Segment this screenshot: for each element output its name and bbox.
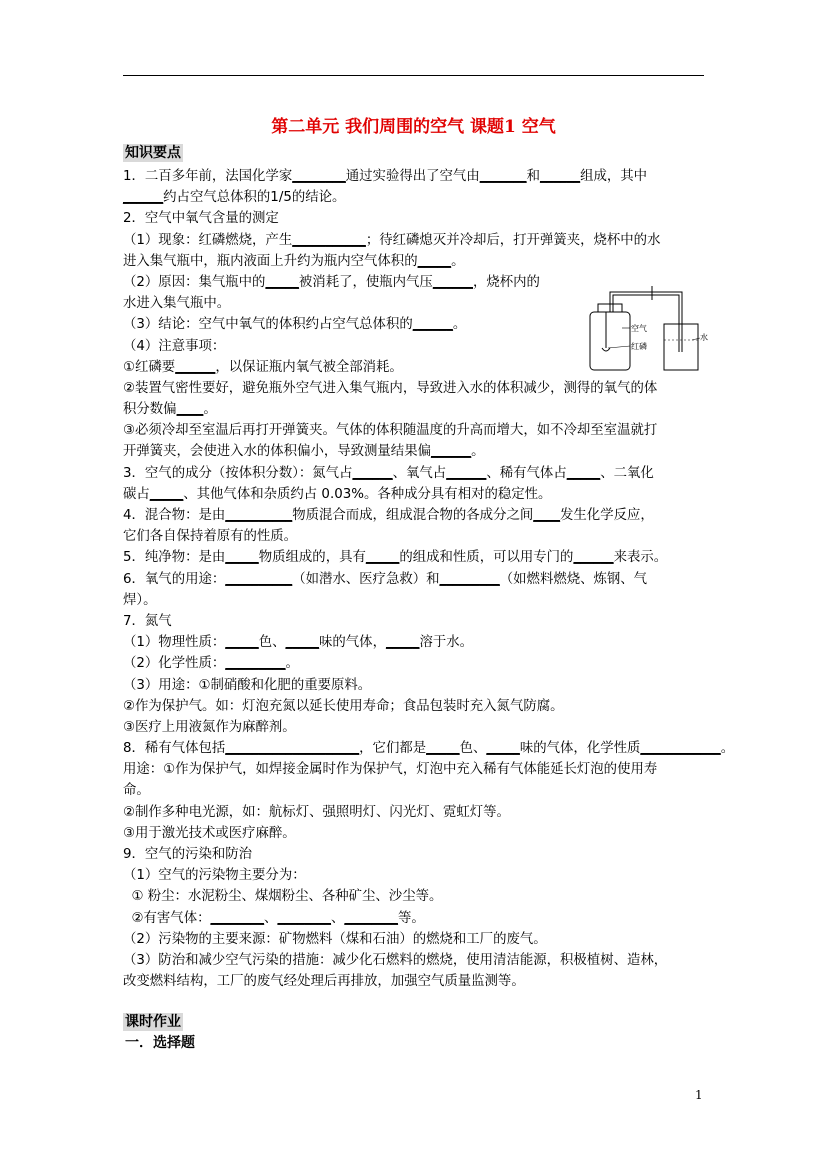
fill-in-blank[interactable]: ____________________ xyxy=(225,741,360,757)
fill-in-blank[interactable]: _____ xyxy=(225,550,259,566)
text-line xyxy=(123,823,723,844)
text-line xyxy=(123,738,735,759)
fill-in-blank[interactable]: ______ xyxy=(175,359,216,375)
text-line xyxy=(123,611,723,632)
header-rule xyxy=(123,75,704,76)
fill-in-blank[interactable]: _____ xyxy=(365,550,400,566)
line-text: 。 xyxy=(720,741,735,757)
line-text: （2）原因：集气瓶中的 xyxy=(123,274,266,290)
fill-in-blank[interactable]: ________ xyxy=(277,910,331,926)
line-text: （2）污染物的主要来源：矿物燃料（煤和石油）的燃烧和工厂的废气。 xyxy=(123,931,547,947)
line-text: 8．稀有气体包括 xyxy=(123,741,226,757)
text-line xyxy=(123,526,723,547)
line-text: 物质组成的，具有 xyxy=(258,550,366,566)
fill-in-blank[interactable]: ____ xyxy=(533,508,561,523)
line-text: ②有害气体： xyxy=(123,910,211,926)
line-text: （2）化学性质： xyxy=(123,656,226,672)
fill-in-blank[interactable]: _____ xyxy=(225,635,259,651)
line-text: （1）现象：红磷燃烧，产生 xyxy=(123,232,293,248)
line-text: （3）结论：空气中氧气的体积约占空气总体积的 xyxy=(123,317,413,333)
line-text: （4）注意事项： xyxy=(123,338,226,354)
line-text: （如燃料燃烧、炼钢、气 xyxy=(499,571,648,587)
fill-in-blank[interactable]: _____ xyxy=(417,253,452,269)
text-line xyxy=(123,441,723,462)
figure-label-water: 水 xyxy=(700,333,708,342)
line-text: 改变燃料结构，工厂的废气经处理后再排放，加强空气质量监测等。 xyxy=(123,974,525,990)
fill-in-blank[interactable]: _______ xyxy=(479,169,527,184)
line-text: 、其他气体和杂质约占 0.03%。各种成分具有相对的稳定性。 xyxy=(183,486,552,502)
line-text: 。 xyxy=(452,317,467,333)
figure-label-air: 空气 xyxy=(631,324,647,333)
line-text: 5．纯净物：是由 xyxy=(123,550,226,566)
line-text: 被消耗了，使瓶内气压 xyxy=(298,274,433,290)
line-text: 组成，其中 xyxy=(580,169,648,184)
fill-in-blank[interactable]: ______ xyxy=(573,550,614,566)
text-line xyxy=(123,950,723,971)
text-line xyxy=(123,378,723,399)
line-text: ③必须冷却至室温后再打开弹簧夹。气体的体积随温度的升高而增大，如不冷却至室温就打 xyxy=(123,423,658,439)
line-text: 9．空气的污染和防治 xyxy=(123,847,253,862)
text-line xyxy=(123,505,723,526)
fill-in-blank[interactable]: ______ xyxy=(432,274,473,290)
line-text: （3）用途：①制硝酸和化肥的重要原料。 xyxy=(123,677,372,693)
line-text: 3．空气的成分（按体积分数）：氮气占 xyxy=(123,465,353,481)
line-text: 水进入集气瓶中。 xyxy=(123,296,231,312)
line-text: ，烧杯内的 xyxy=(473,274,540,290)
fill-in-blank[interactable]: ___________ xyxy=(292,232,366,248)
line-text: 物质混合而成，组成混合物的各成分之间 xyxy=(292,508,534,523)
text-line xyxy=(123,420,723,441)
line-text: 溶于水。 xyxy=(419,635,474,651)
line-text: 的组成和性质，可以用专门的 xyxy=(399,550,574,566)
fill-in-blank[interactable]: ________ xyxy=(210,910,265,926)
text-line xyxy=(123,590,723,611)
line-text: （1）空气的污染物主要分为： xyxy=(123,868,306,884)
text-line xyxy=(123,844,723,865)
fill-in-blank[interactable]: ____________ xyxy=(640,741,721,757)
fill-in-blank[interactable]: ______ xyxy=(352,465,393,481)
fill-in-blank[interactable]: _________ xyxy=(439,571,500,587)
text-line xyxy=(123,971,723,992)
line-text: （如潜水、医疗急救）和 xyxy=(292,571,440,587)
line-text: 约占空气总体积的1/5的结论。 xyxy=(163,190,346,206)
line-text: 开弹簧夹，会使进入水的体积偏小，导致测量结果偏 xyxy=(123,444,431,460)
line-text: ① 粉尘：水泥粉尘、煤烟粉尘、各种矿尘、沙尘等。 xyxy=(123,889,443,905)
text-line xyxy=(123,632,723,653)
line-text: 焊）。 xyxy=(123,592,157,608)
text-line xyxy=(123,547,723,568)
fill-in-blank[interactable]: ________ xyxy=(292,169,346,184)
fill-in-blank[interactable]: _____ xyxy=(385,635,420,651)
text-line xyxy=(123,251,723,272)
text-line xyxy=(123,484,723,505)
line-text: 碳占 xyxy=(123,486,150,502)
text-line xyxy=(123,187,723,208)
line-text: ③用于激光技术或医疗麻醉。 xyxy=(123,825,296,841)
line-text: 、氧气占 xyxy=(392,465,447,481)
text-line xyxy=(123,865,723,886)
line-text: ，它们都是 xyxy=(359,741,427,757)
figure-label-red-phosphorus: 红磷 xyxy=(631,342,647,351)
line-text: ，以保证瓶内氧气被全部消耗。 xyxy=(215,359,403,375)
line-text: ②制作多种电光源，如：航标灯、强照明灯、闪光灯、霓虹灯等。 xyxy=(123,804,510,820)
line-text: 。 xyxy=(285,656,299,672)
line-text: 和 xyxy=(526,169,540,184)
line-text: 用途：①作为保护气，如焊接金属时作为保护气，灯泡中充入稀有气体能延长灯泡的使用寿 xyxy=(123,762,658,778)
fill-in-blank[interactable]: _____ xyxy=(265,274,299,290)
line-text: 等。 xyxy=(397,910,425,926)
fill-in-blank[interactable]: ______ xyxy=(123,190,164,206)
line-text: 、 xyxy=(264,910,278,926)
page-number: 1 xyxy=(695,1088,703,1102)
text-line xyxy=(123,886,723,907)
fill-in-blank[interactable]: ______ xyxy=(446,465,487,481)
line-text: 7．氮气 xyxy=(123,613,172,629)
fill-in-blank[interactable]: _____ xyxy=(426,741,460,757)
line-text: 色、 xyxy=(258,635,286,651)
fill-in-blank[interactable]: _________ xyxy=(225,656,286,672)
fill-in-blank[interactable]: __________ xyxy=(225,571,293,587)
text-line xyxy=(123,569,723,590)
line-text: 1．二百多年前，法国化学家 xyxy=(123,169,293,184)
text-line xyxy=(123,759,723,780)
fill-in-blank[interactable]: _____ xyxy=(566,465,601,481)
line-text: ①红磷要 xyxy=(123,359,176,375)
line-text: 6．氧气的用途： xyxy=(123,571,226,587)
text-line xyxy=(123,929,723,950)
line-text: 积分数偏 xyxy=(123,402,177,418)
text-line xyxy=(123,908,723,929)
text-line xyxy=(123,463,723,484)
section-choice-heading: 一．选择题 xyxy=(125,1035,195,1051)
line-text: 发生化学反应， xyxy=(560,508,654,523)
line-text: ②作为保护气。如：灯泡充氮以延长使用寿命；食品包装时充入氮气防腐。 xyxy=(123,698,564,714)
text-line xyxy=(123,208,723,229)
text-line xyxy=(123,780,723,801)
section-homework-heading: 课时作业 xyxy=(125,1014,181,1030)
line-text: 来表示。 xyxy=(613,550,668,566)
line-text: （1）物理性质： xyxy=(123,635,226,651)
line-text: 它们各自保持着原有的性质。 xyxy=(123,529,298,545)
fill-in-blank[interactable]: ____ xyxy=(176,402,204,418)
text-line xyxy=(123,675,723,696)
fill-in-blank[interactable]: ______ xyxy=(430,444,472,460)
line-text: 。 xyxy=(451,253,465,269)
line-text: ②装置气密性要好，避免瓶外空气进入集气瓶内，导致进入水的体积减少，测得的氧气的体 xyxy=(123,380,658,396)
line-text: 。 xyxy=(471,444,485,460)
fill-in-blank[interactable]: _____ xyxy=(285,635,320,651)
line-text: 味的气体， xyxy=(319,635,386,651)
text-line xyxy=(123,696,723,717)
line-text: 味的气体，化学性质 xyxy=(519,741,641,757)
fill-in-blank[interactable]: _____ xyxy=(486,741,520,757)
line-text: 命。 xyxy=(123,783,150,799)
line-text: （3）防治和减少空气污染的措施：减少化石燃料的燃烧，使用清洁能源，积极植树、造林， xyxy=(123,952,668,968)
line-text: 4．混合物：是由 xyxy=(123,508,226,523)
text-line xyxy=(123,399,723,420)
fill-in-blank[interactable]: ________ xyxy=(344,910,398,926)
fill-in-blank[interactable]: __________ xyxy=(225,508,293,523)
text-line xyxy=(123,653,723,674)
line-text: 2．空气中氧气含量的测定 xyxy=(123,211,279,227)
section-knowledge-heading: 知识要点 xyxy=(125,145,181,161)
line-text: 通过实验得出了空气由 xyxy=(345,169,480,184)
line-text: 、二氧化 xyxy=(600,465,654,481)
fill-in-blank[interactable]: _____ xyxy=(149,486,184,502)
line-text: 进入集气瓶中，瓶内液面上升约为瓶内空气体积的 xyxy=(123,253,418,269)
text-line xyxy=(123,717,723,738)
line-text: 、 xyxy=(331,910,345,926)
page-title: 第二单元 我们周围的空气 课题1 空气 xyxy=(271,117,556,137)
oxygen-measurement-apparatus-figure xyxy=(586,282,710,372)
line-text: ③医疗上用液氮作为麻醉剂。 xyxy=(123,719,296,735)
text-line xyxy=(123,230,723,251)
line-text: 。 xyxy=(203,402,217,418)
fill-in-blank[interactable]: ______ xyxy=(412,317,453,333)
text-line xyxy=(123,802,723,823)
line-text: ；待红磷熄灭并冷却后，打开弹簧夹，烧杯中的水 xyxy=(365,232,661,248)
line-text: 、稀有气体占 xyxy=(486,465,567,481)
fill-in-blank[interactable]: ______ xyxy=(539,169,581,184)
line-text: 色、 xyxy=(459,741,487,757)
text-line xyxy=(123,166,723,187)
